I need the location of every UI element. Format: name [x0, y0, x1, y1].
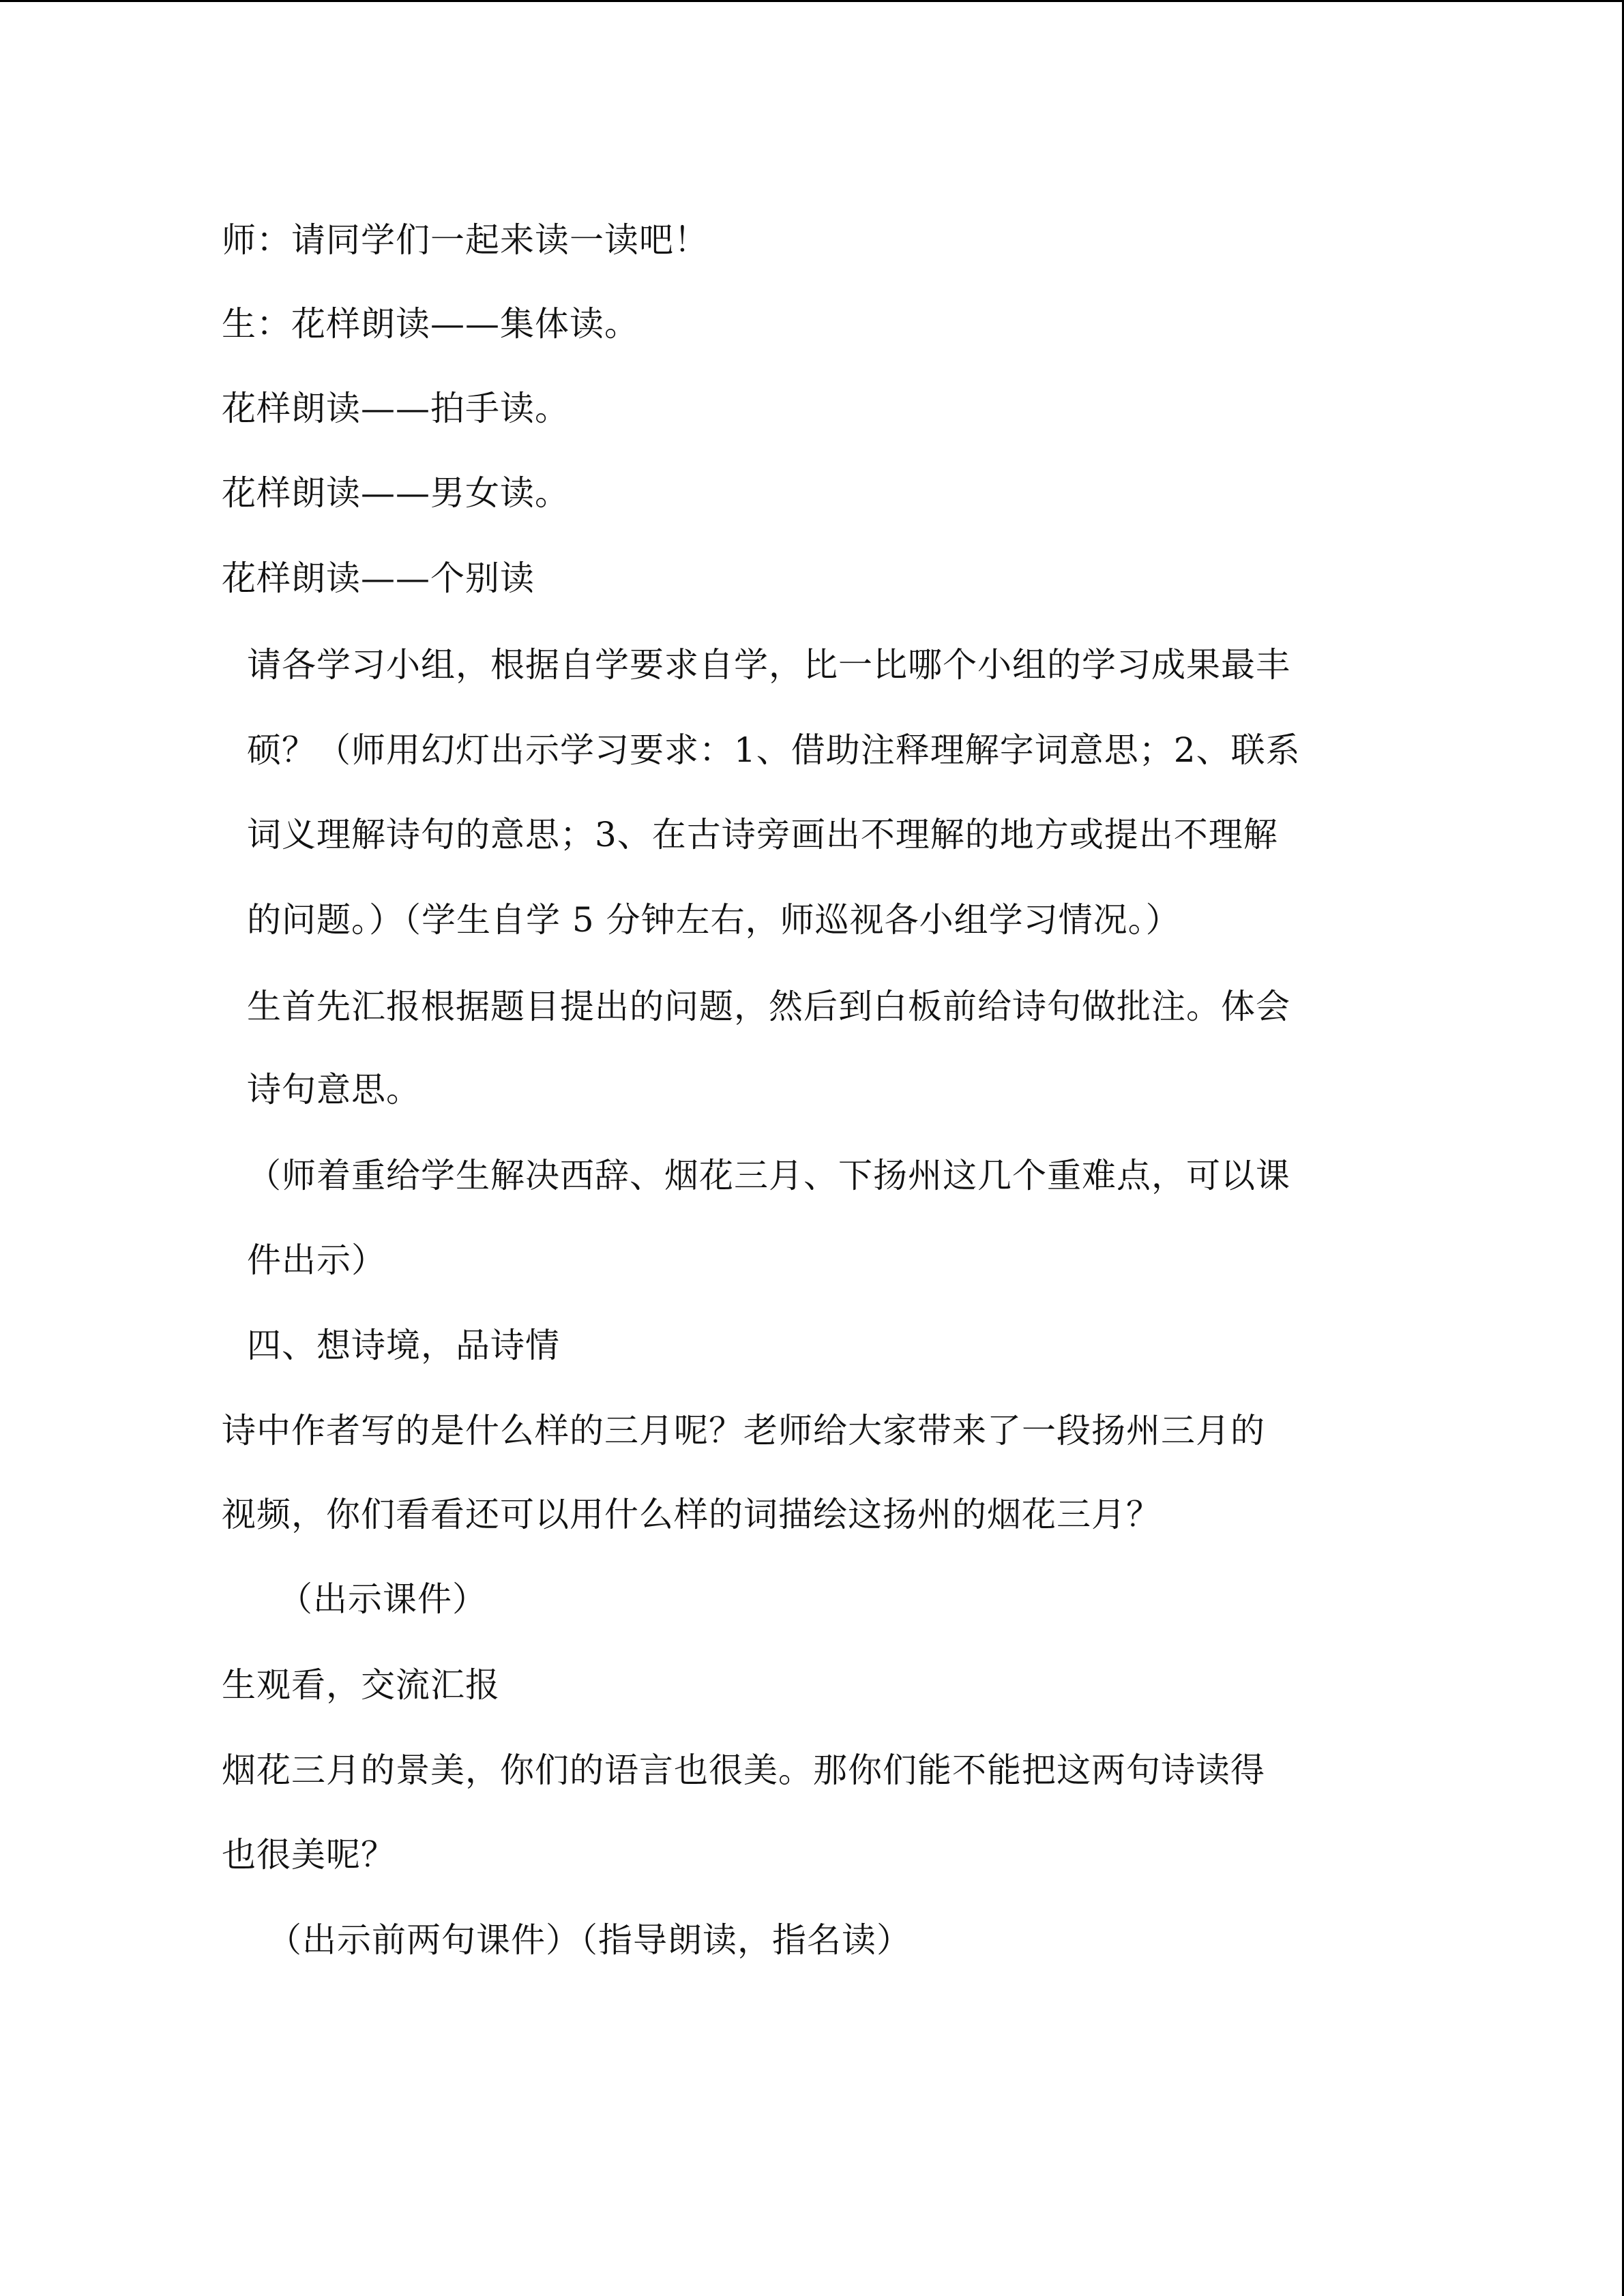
text-line-19: 烟花三月的景美，你们的语言也很美。那你们能不能把这两句诗读得 [222, 1750, 1265, 1790]
text-line-8: 词义理解诗句的意思；3、在古诗旁画出不理解的地方或提出不理解 [247, 815, 1278, 854]
text-line-6: 请各学习小组，根据自学要求自学，比一比哪个小组的学习成果最丰 [247, 645, 1290, 685]
text-line-21: （出示前两句课件）（指导朗读，指名读） [267, 1920, 911, 1960]
text-line-3: 花样朗读——拍手读。 [222, 389, 570, 428]
text-line-13: 件出示） [247, 1240, 386, 1280]
text-line-9: 的问题。）（学生自学 5 分钟左右，师巡视各小组学习情况。） [247, 900, 1181, 940]
text-line-10: 生首先汇报根据题目提出的问题，然后到白板前给诗句做批注。体会 [247, 987, 1290, 1026]
text-line-7: 硕？（师用幻灯出示学习要求：1、借助注释理解字词意思；2、联系 [247, 730, 1301, 770]
text-line-4: 花样朗读——男女读。 [222, 473, 570, 513]
text-line-20: 也很美呢？ [222, 1835, 396, 1875]
text-line-18: 生观看，交流汇报 [222, 1665, 500, 1705]
text-line-15: 诗中作者写的是什么样的三月呢？老师给大家带来了一段扬州三月的 [222, 1411, 1265, 1450]
text-line-1: 师：请同学们一起来读一读吧！ [222, 220, 709, 260]
text-line-12: （师着重给学生解决西辞、烟花三月、下扬州这几个重难点，可以课 [247, 1156, 1290, 1195]
text-line-11: 诗句意思。 [247, 1070, 421, 1109]
text-line-5: 花样朗读——个别读 [222, 558, 535, 598]
section-heading: 四、想诗境，品诗情 [247, 1326, 560, 1365]
text-line-17: （出示课件） [278, 1579, 487, 1619]
page-top-border [0, 0, 1624, 2]
text-line-16: 视频，你们看看还可以用什么样的词描绘这扬州的烟花三月？ [222, 1495, 1161, 1534]
text-line-2: 生：花样朗读——集体读。 [222, 304, 639, 344]
